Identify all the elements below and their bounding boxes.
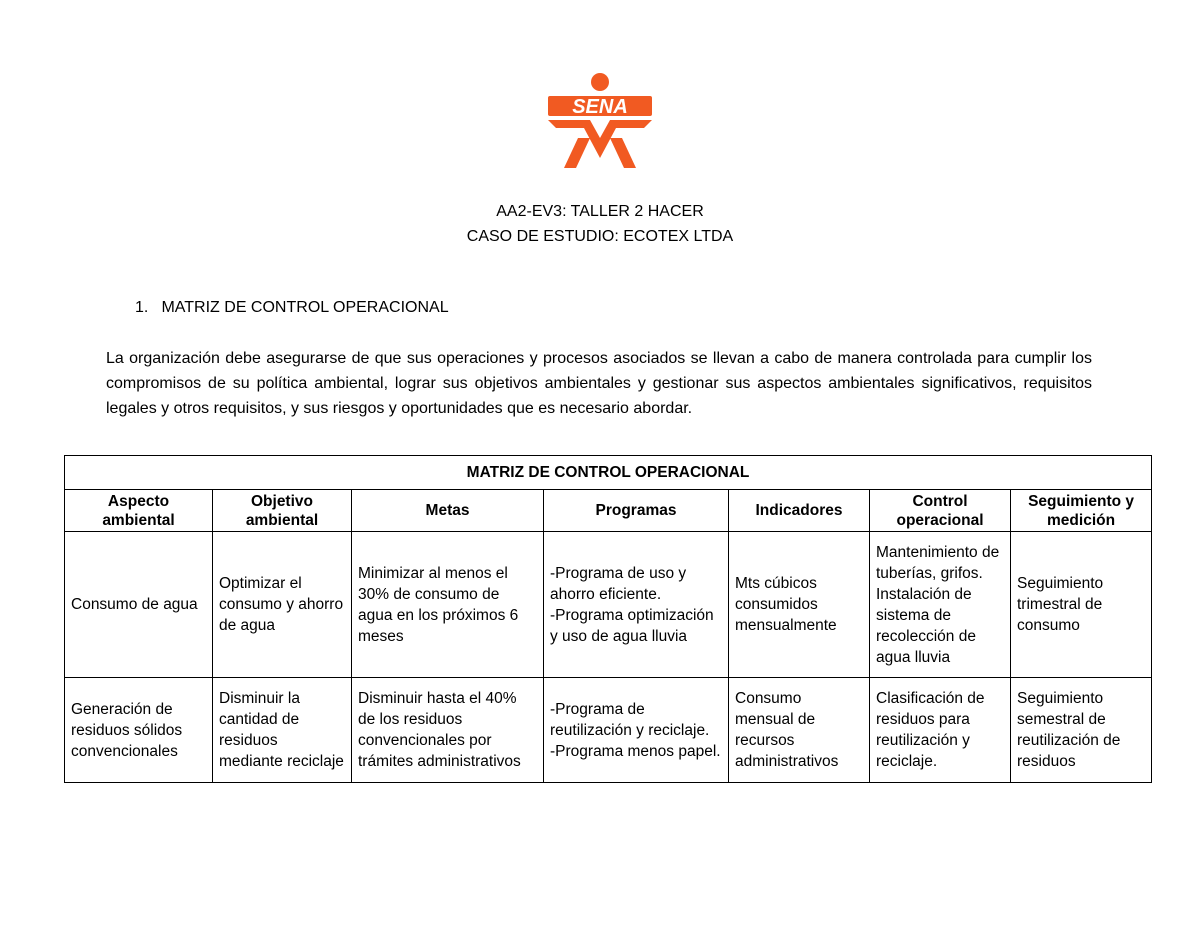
header-seguimiento: Seguimiento y medición [1011, 490, 1152, 532]
table-row [65, 532, 1152, 678]
header-objetivo: Objetivo ambiental [213, 490, 352, 532]
logo-arms [548, 120, 652, 158]
table-header-row [65, 490, 1152, 532]
cell-control: Mantenimiento de tuberías, grifos. Instalación de sistema de recolección de agua lluvia [870, 532, 1011, 678]
cell-aspecto: Generación de residuos sólidos convencionales [65, 678, 213, 783]
cell-metas: Disminuir hasta el 40% de los residuos convencionales por trámites administrativos [352, 678, 544, 783]
section-title: MATRIZ DE CONTROL OPERACIONAL [161, 299, 449, 316]
sena-logo [546, 72, 654, 168]
cell-programas: -Programa de uso y ahorro eficiente. -Programa optimización y uso de agua lluvia [544, 532, 729, 678]
cell-metas: Minimizar al menos el 30% de consumo de agua en los próximos 6 meses [352, 532, 544, 678]
logo-text: SENA [572, 96, 628, 118]
table-row [65, 678, 1152, 783]
cell-seguimiento: Seguimiento trimestral de consumo [1011, 532, 1152, 678]
control-matrix-table [64, 455, 1152, 783]
intro-paragraph: La organización debe asegurarse de que sus operaciones y procesos asociados se llevan a cabo de manera controlada para cumplir los compromisos de su política ambiental, lograr sus objetivos ambientales y gestionar sus aspectos ambientales significativos, requisitos legales y otros requisitos, y sus riesgos y oportunidades que es necesario abordar. [106, 350, 1092, 417]
document-subtitle: CASO DE ESTUDIO: ECOTEX LTDA [466, 228, 734, 245]
section-heading [135, 299, 449, 317]
header-control: Control operacional [870, 490, 1011, 532]
cell-control: Clasificación de residuos para reutilización y reciclaje. [870, 678, 1011, 783]
header-indicadores: Indicadores [729, 490, 870, 532]
cell-aspecto: Consumo de agua [65, 532, 213, 678]
header-aspecto: Aspecto ambiental [65, 490, 213, 532]
cell-objetivo: Optimizar el consumo y ahorro de agua [213, 532, 352, 678]
cell-seguimiento: Seguimiento semestral de reutilización de residuos [1011, 678, 1152, 783]
header-programas: Programas [544, 490, 729, 532]
document-title: AA2-EV3: TALLER 2 HACER [496, 203, 704, 220]
cell-programas: -Programa de reutilización y reciclaje. -Programa menos papel. [544, 678, 729, 783]
section-number: 1. [135, 299, 149, 316]
cell-indicadores: Mts cúbicos consumidos mensualmente [729, 532, 870, 678]
header-metas: Metas [352, 490, 544, 532]
table-title: MATRIZ DE CONTROL OPERACIONAL [65, 456, 1152, 490]
cell-objetivo: Disminuir la cantidad de residuos mediante reciclaje [213, 678, 352, 783]
logo-head [591, 73, 609, 91]
cell-indicadores: Consumo mensual de recursos administrativos [729, 678, 870, 783]
table-title-row [65, 456, 1152, 490]
